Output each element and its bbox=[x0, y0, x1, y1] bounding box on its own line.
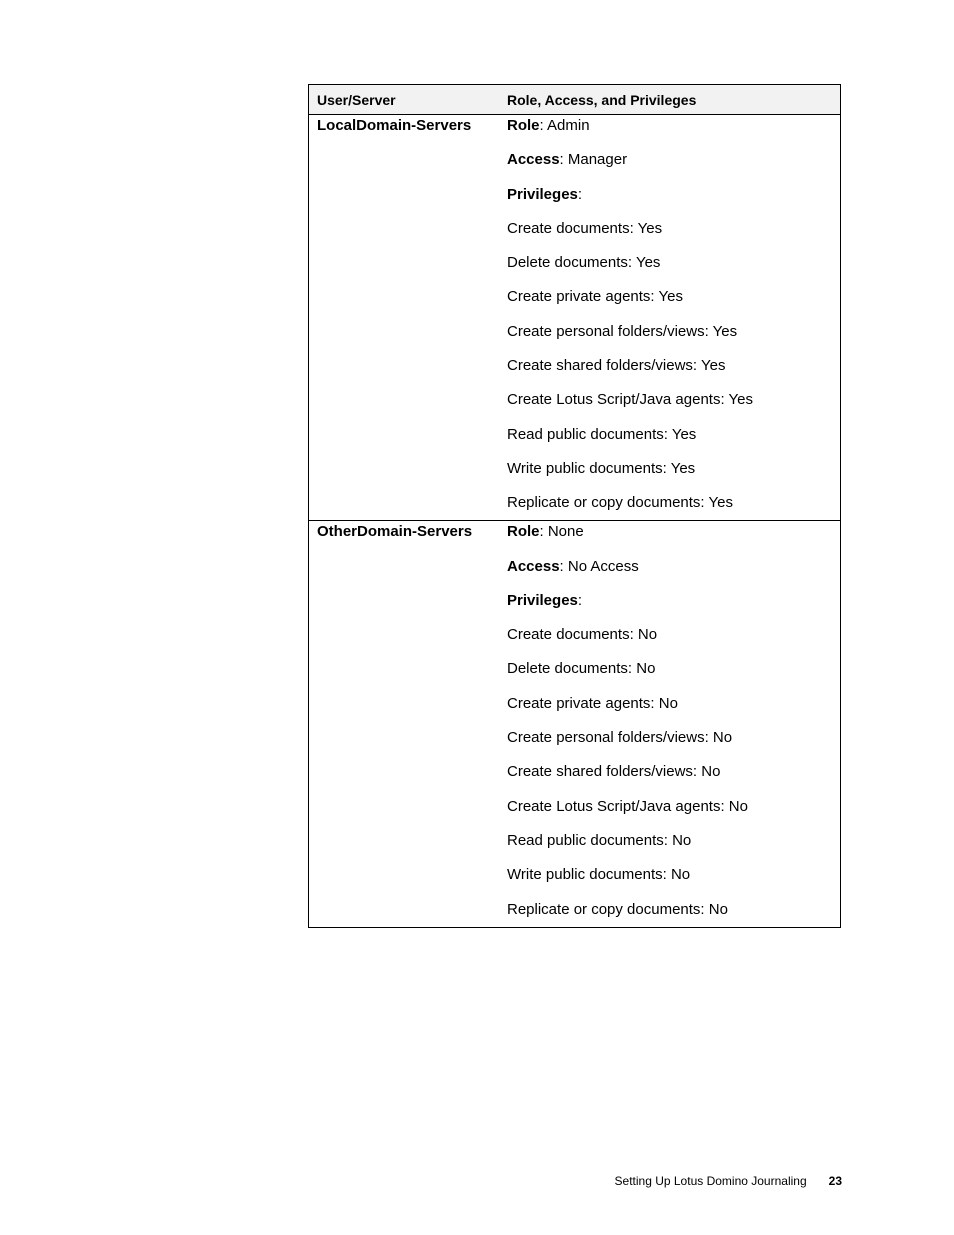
header-role-access-privileges: Role, Access, and Privileges bbox=[499, 85, 841, 115]
access-line bbox=[507, 151, 832, 185]
role-label: Role bbox=[507, 117, 540, 134]
header-user-server: User/Server bbox=[309, 85, 500, 115]
access-value: : No Access bbox=[559, 557, 639, 575]
privileges-label: Privileges bbox=[507, 591, 578, 609]
privilege-item: Delete documents: Yes bbox=[507, 254, 661, 272]
privilege-item: Replicate or copy documents: No bbox=[507, 900, 728, 918]
footer-title: Setting Up Lotus Domino Journaling bbox=[614, 1174, 807, 1188]
user-cell: LocalDomain-Servers bbox=[317, 117, 472, 134]
privilege-item: Read public documents: Yes bbox=[507, 425, 697, 443]
role-label: Role bbox=[507, 523, 540, 541]
role-value: : Admin bbox=[539, 117, 590, 134]
privilege-item: Create Lotus Script/Java agents: Yes bbox=[507, 391, 753, 409]
privilege-item: Create shared folders/views: Yes bbox=[507, 357, 726, 375]
access-value: : Manager bbox=[559, 151, 628, 169]
access-line bbox=[507, 558, 832, 592]
table-header-row bbox=[309, 85, 841, 115]
user-cell: OtherDomain-Servers bbox=[309, 521, 500, 927]
privileges-label: Privileges bbox=[507, 185, 578, 203]
acl-table bbox=[308, 84, 841, 928]
privilege-item: Write public documents: Yes bbox=[507, 459, 696, 477]
privilege-item: Create documents: Yes bbox=[507, 219, 663, 237]
role-line bbox=[507, 523, 832, 557]
privilege-item: Create documents: No bbox=[507, 626, 658, 644]
role-value: : None bbox=[539, 523, 584, 541]
page-number: 23 bbox=[828, 1174, 842, 1188]
page-footer bbox=[615, 1174, 842, 1188]
privilege-item: Read public documents: No bbox=[507, 831, 692, 849]
privilege-item: Replicate or copy documents: Yes bbox=[507, 494, 733, 512]
privileges-line bbox=[507, 186, 832, 220]
privileges-line bbox=[507, 592, 832, 626]
privilege-item: Create shared folders/views: No bbox=[507, 763, 721, 781]
privilege-item: Create personal folders/views: No bbox=[507, 729, 733, 747]
privilege-item: Create Lotus Script/Java agents: No bbox=[507, 797, 748, 815]
role-access-cell bbox=[499, 115, 841, 521]
privileges-colon: : bbox=[577, 185, 583, 203]
table-row bbox=[309, 521, 841, 927]
access-label: Access bbox=[507, 557, 560, 575]
privilege-item: Create private agents: Yes bbox=[507, 288, 683, 306]
privileges-colon: : bbox=[577, 591, 583, 609]
privilege-item: Delete documents: No bbox=[507, 660, 656, 678]
role-access-cell bbox=[499, 521, 841, 927]
table-row bbox=[309, 115, 841, 521]
privilege-item: Write public documents: No bbox=[507, 866, 691, 884]
role-line bbox=[507, 117, 832, 151]
access-label: Access bbox=[507, 151, 560, 169]
privilege-item: Create private agents: No bbox=[507, 694, 678, 712]
privilege-item: Create personal folders/views: Yes bbox=[507, 322, 738, 340]
